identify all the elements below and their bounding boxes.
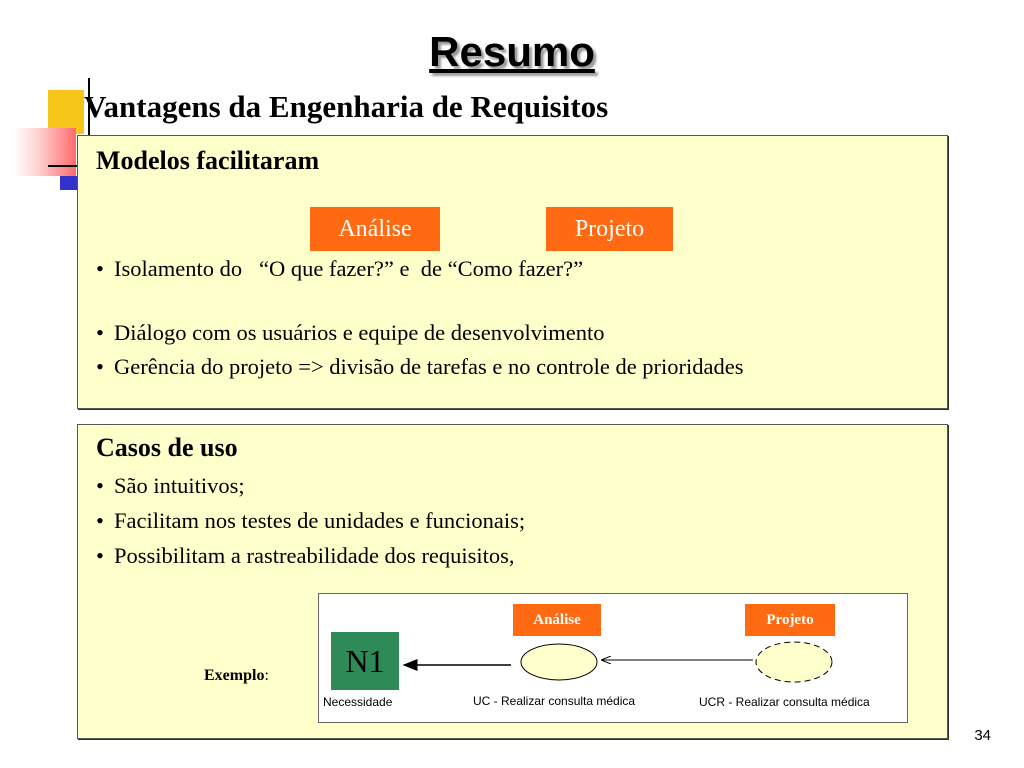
ucr-label: UCR - Realizar consulta médica bbox=[699, 695, 870, 709]
bullet-isolamento bbox=[96, 256, 583, 282]
decorative-red-gradient bbox=[14, 128, 76, 176]
bullet-text: Facilitam nos testes de unidades e funcionais; bbox=[114, 508, 526, 533]
projeto-box: Projeto bbox=[546, 207, 673, 251]
bullet-symbol: • bbox=[96, 354, 104, 379]
models-panel bbox=[77, 135, 948, 409]
bullet-text: Isolamento do “O que fazer?” e de “Como fazer?” bbox=[114, 256, 584, 281]
ucr-ellipse bbox=[756, 642, 832, 682]
bullet-symbol: • bbox=[96, 256, 104, 281]
page-number: 34 bbox=[974, 727, 991, 744]
uc-ellipse bbox=[521, 644, 597, 680]
slide-subtitle: Vantagens da Engenharia de Requisitos bbox=[84, 89, 609, 124]
bullet-symbol: • bbox=[96, 508, 104, 533]
bullet-dialogo bbox=[96, 320, 605, 346]
analise-box: Análise bbox=[310, 207, 440, 251]
example-label-text: Exemplo bbox=[204, 667, 265, 684]
diagram-projeto-box: Projeto bbox=[745, 604, 835, 636]
decorative-blue-square bbox=[60, 176, 78, 190]
bullet-gerencia bbox=[96, 354, 744, 380]
diagram-analise-box: Análise bbox=[513, 604, 601, 636]
bullet-rastreabilidade bbox=[96, 543, 515, 569]
bullet-intuitivos bbox=[96, 473, 245, 499]
use-cases-heading: Casos de uso bbox=[96, 433, 238, 462]
n1-box: N1 bbox=[331, 632, 399, 690]
example-label bbox=[204, 667, 269, 685]
uc-label: UC - Realizar consulta médica bbox=[473, 694, 636, 708]
bullet-symbol: • bbox=[96, 543, 104, 568]
bullet-text: Possibilitam a rastreabilidade dos requisitos, bbox=[114, 543, 515, 568]
bullet-symbol: • bbox=[96, 473, 104, 498]
bullet-text: Gerência do projeto => divisão de tarefas e no controle de prioridades bbox=[114, 354, 744, 379]
bullet-text: São intuitivos; bbox=[114, 473, 245, 498]
example-label-colon: : bbox=[264, 667, 269, 684]
necessidade-label: Necessidade bbox=[323, 695, 393, 709]
bullet-symbol: • bbox=[96, 320, 104, 345]
slide-title: Resumo bbox=[429, 28, 595, 75]
models-heading: Modelos facilitaram bbox=[96, 146, 320, 175]
bullet-text: Diálogo com os usuários e equipe de desenvolvimento bbox=[114, 320, 605, 345]
bullet-testes bbox=[96, 508, 525, 534]
example-diagram bbox=[318, 593, 908, 723]
